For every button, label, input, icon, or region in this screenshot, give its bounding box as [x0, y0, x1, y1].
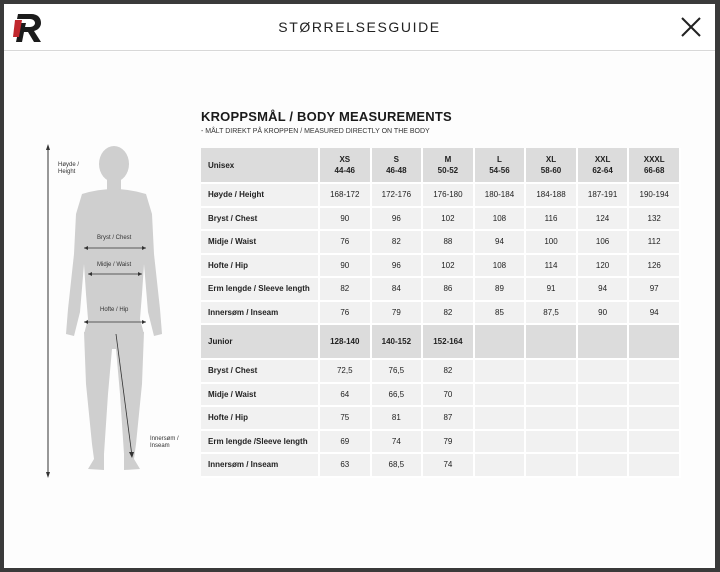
table-row — [201, 183, 680, 207]
close-icon[interactable] — [679, 15, 703, 39]
inseam-label: Innersøm / Inseam — [150, 436, 179, 449]
table-cell: 90 — [319, 207, 371, 231]
waist-label: Midje / Waist — [97, 262, 132, 268]
row-label: Hofte / Hip — [201, 406, 319, 430]
table-cell: 81 — [371, 406, 423, 430]
table-cell: 68,5 — [371, 453, 423, 477]
table-cell: 79 — [371, 301, 423, 325]
table-row — [201, 254, 680, 278]
body-figure — [44, 144, 194, 484]
modal-title: STØRRELSESGUIDE — [278, 19, 441, 35]
empty-cell — [577, 324, 629, 359]
empty-cell — [577, 383, 629, 407]
table-cell: 90 — [319, 254, 371, 278]
table-cell: 74 — [371, 430, 423, 454]
empty-cell — [628, 406, 680, 430]
table-cell: 79 — [422, 430, 474, 454]
table-cell: 114 — [525, 254, 577, 278]
table-row — [201, 277, 680, 301]
table-cell: 76 — [319, 230, 371, 254]
empty-cell — [474, 430, 526, 454]
row-label: Midje / Waist — [201, 230, 319, 254]
table-cell: 184-188 — [525, 183, 577, 207]
table-cell: 69 — [319, 430, 371, 454]
table-cell: 190-194 — [628, 183, 680, 207]
empty-cell — [577, 430, 629, 454]
table-cell: 90 — [577, 301, 629, 325]
empty-cell — [474, 383, 526, 407]
table-cell: 132 — [628, 207, 680, 231]
table-cell: 116 — [525, 207, 577, 231]
table-row — [201, 301, 680, 325]
table-cell: 87,5 — [525, 301, 577, 325]
row-label: Bryst / Chest — [201, 207, 319, 231]
empty-cell — [577, 406, 629, 430]
table-cell: 168-172 — [319, 183, 371, 207]
table-cell: 75 — [319, 406, 371, 430]
size-header: XL 58-60 — [525, 148, 577, 183]
row-label: Hofte / Hip — [201, 254, 319, 278]
empty-cell — [628, 383, 680, 407]
junior-label: Junior — [201, 324, 319, 359]
empty-cell — [525, 430, 577, 454]
size-header: 128-140 — [319, 324, 371, 359]
row-label: Erm lengde / Sleeve length — [201, 277, 319, 301]
unisex-header-row — [201, 148, 680, 183]
table-cell: 187-191 — [577, 183, 629, 207]
empty-cell — [525, 324, 577, 359]
table-cell: 84 — [371, 277, 423, 301]
table-row — [201, 207, 680, 231]
table-cell: 94 — [474, 230, 526, 254]
table-cell: 72,5 — [319, 359, 371, 383]
table-cell: 106 — [577, 230, 629, 254]
table-cell: 97 — [628, 277, 680, 301]
table-cell: 82 — [422, 301, 474, 325]
table-cell: 82 — [319, 277, 371, 301]
empty-cell — [628, 359, 680, 383]
empty-cell — [628, 324, 680, 359]
empty-cell — [474, 324, 526, 359]
size-header: M 50-52 — [422, 148, 474, 183]
height-label: Høyde / Height — [58, 162, 80, 175]
table-cell: 172-176 — [371, 183, 423, 207]
table-cell: 76 — [319, 301, 371, 325]
empty-cell — [577, 359, 629, 383]
table-cell: 88 — [422, 230, 474, 254]
empty-cell — [628, 430, 680, 454]
unisex-label: Unisex — [201, 148, 319, 183]
junior-header-row — [201, 324, 680, 359]
table-cell: 100 — [525, 230, 577, 254]
size-guide-modal — [4, 4, 715, 568]
table-cell: 180-184 — [474, 183, 526, 207]
empty-cell — [525, 383, 577, 407]
table-row — [201, 383, 680, 407]
table-row — [201, 230, 680, 254]
table-cell: 96 — [371, 207, 423, 231]
table-row — [201, 430, 680, 454]
row-label: Bryst / Chest — [201, 359, 319, 383]
table-cell: 66,5 — [371, 383, 423, 407]
table-cell: 120 — [577, 254, 629, 278]
empty-cell — [525, 359, 577, 383]
row-label: Midje / Waist — [201, 383, 319, 407]
empty-cell — [525, 453, 577, 477]
empty-cell — [474, 406, 526, 430]
size-header: XXXL 66-68 — [628, 148, 680, 183]
empty-cell — [628, 453, 680, 477]
modal-body — [4, 52, 715, 566]
modal-header — [4, 4, 715, 51]
human-silhouette-icon — [44, 144, 194, 484]
table-cell: 96 — [371, 254, 423, 278]
table-cell: 74 — [422, 453, 474, 477]
table-cell: 102 — [422, 207, 474, 231]
size-header: XXL 62-64 — [577, 148, 629, 183]
table-cell: 94 — [628, 301, 680, 325]
table-row — [201, 359, 680, 383]
table-cell: 176-180 — [422, 183, 474, 207]
empty-cell — [474, 359, 526, 383]
table-row — [201, 453, 680, 477]
table-cell: 82 — [422, 359, 474, 383]
table-cell: 70 — [422, 383, 474, 407]
table-cell: 85 — [474, 301, 526, 325]
hip-label: Hofte / Hip — [100, 307, 129, 313]
size-header: 140-152 — [371, 324, 423, 359]
table-cell: 87 — [422, 406, 474, 430]
row-label: Høyde / Height — [201, 183, 319, 207]
table-cell: 124 — [577, 207, 629, 231]
row-label: Innersøm / Inseam — [201, 453, 319, 477]
table-cell: 94 — [577, 277, 629, 301]
table-cell: 63 — [319, 453, 371, 477]
table-cell: 112 — [628, 230, 680, 254]
table-cell: 89 — [474, 277, 526, 301]
row-label: Innersøm / Inseam — [201, 301, 319, 325]
table-cell: 76,5 — [371, 359, 423, 383]
table-cell: 86 — [422, 277, 474, 301]
size-header: S 46-48 — [371, 148, 423, 183]
size-header: 152-164 — [422, 324, 474, 359]
empty-cell — [474, 453, 526, 477]
table-cell: 64 — [319, 383, 371, 407]
section-title: KROPPSMÅL / BODY MEASUREMENTS — [201, 109, 452, 124]
table-cell: 108 — [474, 207, 526, 231]
chest-label: Bryst / Chest — [97, 235, 132, 241]
size-table — [201, 148, 681, 478]
table-cell: 91 — [525, 277, 577, 301]
table-row — [201, 406, 680, 430]
row-label: Erm lengde /Sleeve length — [201, 430, 319, 454]
table-cell: 82 — [371, 230, 423, 254]
size-header: XS 44-46 — [319, 148, 371, 183]
section-subtitle: - MÅLT DIREKT PÅ KROPPEN / MEASURED DIRECTLY ON THE BODY — [201, 128, 430, 135]
empty-cell — [577, 453, 629, 477]
table-cell: 108 — [474, 254, 526, 278]
empty-cell — [525, 406, 577, 430]
size-header: L 54-56 — [474, 148, 526, 183]
table-cell: 102 — [422, 254, 474, 278]
table-cell: 126 — [628, 254, 680, 278]
